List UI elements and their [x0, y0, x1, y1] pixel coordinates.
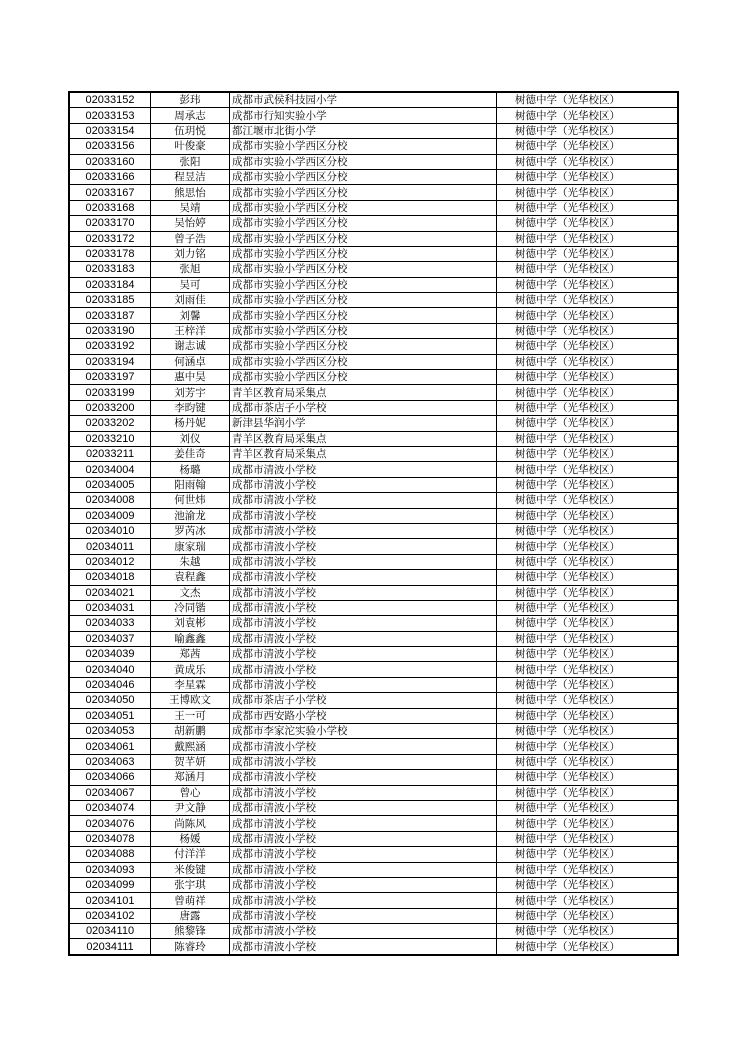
student-id-cell: 02033210	[69, 431, 151, 446]
table-row	[69, 724, 678, 739]
student-name-cell: 张阳	[151, 154, 230, 169]
table-row	[69, 216, 678, 231]
table-row	[69, 893, 678, 908]
student-name-cell: 曾萌祥	[151, 893, 230, 908]
student-id-cell: 02034039	[69, 647, 151, 662]
admitted-school-cell: 树德中学（光华校区）	[497, 539, 679, 554]
student-name-cell: 惠中昊	[151, 370, 230, 385]
primary-school-cell: 成都市茶店子小学校	[230, 693, 497, 708]
student-name-cell: 文杰	[151, 585, 230, 600]
student-name-cell: 周承志	[151, 108, 230, 123]
table-row	[69, 308, 678, 323]
primary-school-cell: 成都市清波小学校	[230, 462, 497, 477]
table-row	[69, 339, 678, 354]
admitted-school-cell: 树德中学（光华校区）	[497, 216, 679, 231]
primary-school-cell: 成都市清波小学校	[230, 908, 497, 923]
student-name-cell: 付洋洋	[151, 847, 230, 862]
student-id-cell: 02033200	[69, 400, 151, 415]
student-id-cell: 02033152	[69, 92, 151, 108]
student-name-cell: 彭玮	[151, 92, 230, 108]
student-name-cell: 张宇琪	[151, 877, 230, 892]
admitted-school-cell: 树德中学（光华校区）	[497, 169, 679, 184]
student-name-cell: 尹文静	[151, 800, 230, 815]
primary-school-cell: 成都市实验小学西区分校	[230, 216, 497, 231]
primary-school-cell: 成都市清波小学校	[230, 570, 497, 585]
table-row	[69, 554, 678, 569]
admitted-school-cell: 树德中学（光华校区）	[497, 570, 679, 585]
student-name-cell: 陈睿玲	[151, 939, 230, 955]
table-row	[69, 462, 678, 477]
student-id-cell: 02034066	[69, 770, 151, 785]
table-row	[69, 770, 678, 785]
admitted-school-cell: 树德中学（光华校区）	[497, 800, 679, 815]
student-name-cell: 吴怡婷	[151, 216, 230, 231]
primary-school-cell: 成都市清波小学校	[230, 862, 497, 877]
table-row	[69, 416, 678, 431]
student-name-cell: 冷同锴	[151, 600, 230, 615]
table-row	[69, 785, 678, 800]
admitted-school-cell: 树德中学（光华校区）	[497, 785, 679, 800]
student-id-cell: 02033184	[69, 277, 151, 292]
admitted-school-cell: 树德中学（光华校区）	[497, 677, 679, 692]
student-id-cell: 02034018	[69, 570, 151, 585]
table-row	[69, 354, 678, 369]
admitted-school-cell: 树德中学（光华校区）	[497, 123, 679, 138]
student-name-cell: 刘力铭	[151, 246, 230, 261]
table-row	[69, 431, 678, 446]
table-row	[69, 293, 678, 308]
student-name-cell: 曾子浩	[151, 231, 230, 246]
student-name-cell: 叶俊豪	[151, 139, 230, 154]
table-row	[69, 493, 678, 508]
student-name-cell: 郑茜	[151, 647, 230, 662]
table-row	[69, 370, 678, 385]
table-row	[69, 185, 678, 200]
admitted-school-cell: 树德中学（光华校区）	[497, 431, 679, 446]
admitted-school-cell: 树德中学（光华校区）	[497, 508, 679, 523]
student-id-cell: 02034012	[69, 554, 151, 569]
table-row	[69, 877, 678, 892]
student-name-cell: 喻鑫鑫	[151, 631, 230, 646]
admitted-school-cell: 树德中学（光华校区）	[497, 185, 679, 200]
table-row	[69, 693, 678, 708]
student-name-cell: 刘袁彬	[151, 616, 230, 631]
student-name-cell: 何涵卓	[151, 354, 230, 369]
table-row	[69, 831, 678, 846]
student-id-cell: 02034111	[69, 939, 151, 955]
primary-school-cell: 成都市清波小学校	[230, 647, 497, 662]
admitted-school-cell: 树德中学（光华校区）	[497, 400, 679, 415]
admitted-school-cell: 树德中学（光华校区）	[497, 908, 679, 923]
student-name-cell: 康家瑞	[151, 539, 230, 554]
student-id-cell: 02033199	[69, 385, 151, 400]
student-name-cell: 姜佳奇	[151, 446, 230, 461]
student-name-cell: 杨丹妮	[151, 416, 230, 431]
student-id-cell: 02033153	[69, 108, 151, 123]
student-name-cell: 李昀键	[151, 400, 230, 415]
primary-school-cell: 成都市清波小学校	[230, 493, 497, 508]
student-id-cell: 02033154	[69, 123, 151, 138]
student-id-cell: 02033156	[69, 139, 151, 154]
student-id-cell: 02034037	[69, 631, 151, 646]
admitted-school-cell: 树德中学（光华校区）	[497, 231, 679, 246]
admitted-school-cell: 树德中学（光华校区）	[497, 308, 679, 323]
table-row	[69, 631, 678, 646]
student-id-cell: 02034009	[69, 508, 151, 523]
student-id-cell: 02034074	[69, 800, 151, 815]
student-name-cell: 何世炜	[151, 493, 230, 508]
table-row	[69, 570, 678, 585]
table-row	[69, 600, 678, 615]
primary-school-cell: 成都市西安路小学校	[230, 708, 497, 723]
primary-school-cell: 成都市清波小学校	[230, 877, 497, 892]
primary-school-cell: 成都市清波小学校	[230, 662, 497, 677]
primary-school-cell: 青羊区教育局采集点	[230, 431, 497, 446]
primary-school-cell: 成都市实验小学西区分校	[230, 277, 497, 292]
primary-school-cell: 成都市清波小学校	[230, 924, 497, 939]
table-row	[69, 585, 678, 600]
student-id-cell: 02033168	[69, 200, 151, 215]
student-name-cell: 尚陈风	[151, 816, 230, 831]
student-id-cell: 02034061	[69, 739, 151, 754]
table-row	[69, 169, 678, 184]
table-row	[69, 939, 678, 955]
primary-school-cell: 成都市清波小学校	[230, 831, 497, 846]
student-id-cell: 02034076	[69, 816, 151, 831]
student-name-cell: 阳雨翰	[151, 477, 230, 492]
admitted-school-cell: 树德中学（光华校区）	[497, 246, 679, 261]
primary-school-cell: 成都市清波小学校	[230, 739, 497, 754]
student-id-cell: 02033192	[69, 339, 151, 354]
primary-school-cell: 成都市实验小学西区分校	[230, 246, 497, 261]
admitted-school-cell: 树德中学（光华校区）	[497, 893, 679, 908]
table-row	[69, 800, 678, 815]
student-id-cell: 02033172	[69, 231, 151, 246]
admitted-school-cell: 树德中学（光华校区）	[497, 385, 679, 400]
student-name-cell: 胡新鹏	[151, 724, 230, 739]
student-name-cell: 张旭	[151, 262, 230, 277]
student-name-cell: 袁程鑫	[151, 570, 230, 585]
primary-school-cell: 成都市实验小学西区分校	[230, 262, 497, 277]
table-row	[69, 200, 678, 215]
table-row	[69, 508, 678, 523]
primary-school-cell: 成都市实验小学西区分校	[230, 370, 497, 385]
student-name-cell: 程昱洁	[151, 169, 230, 184]
student-id-cell: 02033211	[69, 446, 151, 461]
student-id-cell: 02034088	[69, 847, 151, 862]
student-name-cell: 刘仪	[151, 431, 230, 446]
student-id-cell: 02034008	[69, 493, 151, 508]
student-name-cell: 王一可	[151, 708, 230, 723]
primary-school-cell: 成都市实验小学西区分校	[230, 139, 497, 154]
table-row	[69, 908, 678, 923]
student-id-cell: 02034067	[69, 785, 151, 800]
primary-school-cell: 成都市实验小学西区分校	[230, 308, 497, 323]
admitted-school-cell: 树德中学（光华校区）	[497, 847, 679, 862]
student-id-cell: 02034005	[69, 477, 151, 492]
student-id-cell: 02034021	[69, 585, 151, 600]
table-row	[69, 816, 678, 831]
admitted-school-cell: 树德中学（光华校区）	[497, 924, 679, 939]
student-name-cell: 池渝龙	[151, 508, 230, 523]
admitted-school-cell: 树德中学（光华校区）	[497, 493, 679, 508]
student-id-cell: 02034011	[69, 539, 151, 554]
admitted-school-cell: 树德中学（光华校区）	[497, 739, 679, 754]
admitted-school-cell: 树德中学（光华校区）	[497, 92, 679, 108]
student-id-cell: 02034040	[69, 662, 151, 677]
primary-school-cell: 成都市实验小学西区分校	[230, 231, 497, 246]
admitted-school-cell: 树德中学（光华校区）	[497, 693, 679, 708]
primary-school-cell: 青羊区教育局采集点	[230, 446, 497, 461]
admitted-school-cell: 树德中学（光华校区）	[497, 108, 679, 123]
primary-school-cell: 成都市清波小学校	[230, 616, 497, 631]
table-row	[69, 924, 678, 939]
primary-school-cell: 成都市实验小学西区分校	[230, 185, 497, 200]
table-row	[69, 446, 678, 461]
admitted-school-cell: 树德中学（光华校区）	[497, 631, 679, 646]
primary-school-cell: 成都市实验小学西区分校	[230, 154, 497, 169]
admitted-school-cell: 树德中学（光华校区）	[497, 662, 679, 677]
primary-school-cell: 成都市实验小学西区分校	[230, 323, 497, 338]
student-id-cell: 02034046	[69, 677, 151, 692]
admitted-school-cell: 树德中学（光华校区）	[497, 523, 679, 538]
primary-school-cell: 成都市实验小学西区分校	[230, 169, 497, 184]
student-id-cell: 02034063	[69, 754, 151, 769]
primary-school-cell: 成都市清波小学校	[230, 785, 497, 800]
admitted-school-cell: 树德中学（光华校区）	[497, 462, 679, 477]
admitted-school-cell: 树德中学（光华校区）	[497, 600, 679, 615]
student-id-cell: 02034051	[69, 708, 151, 723]
student-id-cell: 02034102	[69, 908, 151, 923]
table-row	[69, 92, 678, 108]
admitted-school-cell: 树德中学（光华校区）	[497, 200, 679, 215]
primary-school-cell: 成都市清波小学校	[230, 585, 497, 600]
enrollment-table	[68, 91, 679, 956]
primary-school-cell: 成都市实验小学西区分校	[230, 354, 497, 369]
student-name-cell: 戴熙涵	[151, 739, 230, 754]
student-id-cell: 02033167	[69, 185, 151, 200]
student-id-cell: 02033183	[69, 262, 151, 277]
student-name-cell: 曾心	[151, 785, 230, 800]
primary-school-cell: 成都市实验小学西区分校	[230, 339, 497, 354]
student-name-cell: 刘雨佳	[151, 293, 230, 308]
admitted-school-cell: 树德中学（光华校区）	[497, 585, 679, 600]
admitted-school-cell: 树德中学（光华校区）	[497, 262, 679, 277]
table-row	[69, 277, 678, 292]
primary-school-cell: 成都市清波小学校	[230, 800, 497, 815]
student-name-cell: 谢志诚	[151, 339, 230, 354]
student-name-cell: 熊黎锋	[151, 924, 230, 939]
student-id-cell: 02034004	[69, 462, 151, 477]
student-id-cell: 02034078	[69, 831, 151, 846]
primary-school-cell: 成都市武侯科技园小学	[230, 92, 497, 108]
admitted-school-cell: 树德中学（光华校区）	[497, 339, 679, 354]
table-row	[69, 847, 678, 862]
student-id-cell: 02034099	[69, 877, 151, 892]
table-row	[69, 539, 678, 554]
student-name-cell: 王梓洋	[151, 323, 230, 338]
student-name-cell: 杨璐	[151, 462, 230, 477]
student-id-cell: 02033166	[69, 169, 151, 184]
primary-school-cell: 成都市清波小学校	[230, 770, 497, 785]
table-row	[69, 862, 678, 877]
student-name-cell: 熊思怡	[151, 185, 230, 200]
primary-school-cell: 成都市清波小学校	[230, 631, 497, 646]
table-row	[69, 739, 678, 754]
table-body	[69, 92, 678, 955]
admitted-school-cell: 树德中学（光华校区）	[497, 293, 679, 308]
primary-school-cell: 成都市清波小学校	[230, 539, 497, 554]
admitted-school-cell: 树德中学（光华校区）	[497, 477, 679, 492]
admitted-school-cell: 树德中学（光华校区）	[497, 816, 679, 831]
student-id-cell: 02033170	[69, 216, 151, 231]
admitted-school-cell: 树德中学（光华校区）	[497, 416, 679, 431]
student-name-cell: 吴靖	[151, 200, 230, 215]
table-row	[69, 123, 678, 138]
table-row	[69, 385, 678, 400]
table-row	[69, 108, 678, 123]
student-name-cell: 吴可	[151, 277, 230, 292]
table-row	[69, 139, 678, 154]
student-id-cell: 02034110	[69, 924, 151, 939]
primary-school-cell: 成都市清波小学校	[230, 477, 497, 492]
student-name-cell: 刘芳宇	[151, 385, 230, 400]
primary-school-cell: 成都市清波小学校	[230, 523, 497, 538]
student-id-cell: 02033187	[69, 308, 151, 323]
student-name-cell: 米俊键	[151, 862, 230, 877]
student-id-cell: 02034101	[69, 893, 151, 908]
student-name-cell: 伍玥悦	[151, 123, 230, 138]
admitted-school-cell: 树德中学（光华校区）	[497, 877, 679, 892]
student-name-cell: 贺芊妍	[151, 754, 230, 769]
table-row	[69, 647, 678, 662]
table-row	[69, 754, 678, 769]
student-id-cell: 02034050	[69, 693, 151, 708]
student-id-cell: 02033202	[69, 416, 151, 431]
student-id-cell: 02034093	[69, 862, 151, 877]
primary-school-cell: 成都市清波小学校	[230, 508, 497, 523]
primary-school-cell: 青羊区教育局采集点	[230, 385, 497, 400]
admitted-school-cell: 树德中学（光华校区）	[497, 370, 679, 385]
table-row	[69, 708, 678, 723]
primary-school-cell: 成都市清波小学校	[230, 754, 497, 769]
table-row	[69, 616, 678, 631]
admitted-school-cell: 树德中学（光华校区）	[497, 139, 679, 154]
primary-school-cell: 成都市清波小学校	[230, 893, 497, 908]
primary-school-cell: 成都市实验小学西区分校	[230, 293, 497, 308]
student-id-cell: 02034031	[69, 600, 151, 615]
primary-school-cell: 成都市清波小学校	[230, 554, 497, 569]
admitted-school-cell: 树德中学（光华校区）	[497, 754, 679, 769]
primary-school-cell: 成都市清波小学校	[230, 600, 497, 615]
admitted-school-cell: 树德中学（光华校区）	[497, 724, 679, 739]
admitted-school-cell: 树德中学（光华校区）	[497, 831, 679, 846]
table-row	[69, 477, 678, 492]
table-row	[69, 662, 678, 677]
student-name-cell: 郑涵月	[151, 770, 230, 785]
admitted-school-cell: 树德中学（光华校区）	[497, 154, 679, 169]
table-row	[69, 246, 678, 261]
admitted-school-cell: 树德中学（光华校区）	[497, 939, 679, 955]
admitted-school-cell: 树德中学（光华校区）	[497, 862, 679, 877]
table-row	[69, 231, 678, 246]
student-name-cell: 唐露	[151, 908, 230, 923]
student-id-cell: 02033197	[69, 370, 151, 385]
primary-school-cell: 成都市茶店子小学校	[230, 400, 497, 415]
admitted-school-cell: 树德中学（光华校区）	[497, 554, 679, 569]
admitted-school-cell: 树德中学（光华校区）	[497, 277, 679, 292]
admitted-school-cell: 树德中学（光华校区）	[497, 446, 679, 461]
admitted-school-cell: 树德中学（光华校区）	[497, 647, 679, 662]
student-id-cell: 02033194	[69, 354, 151, 369]
student-name-cell: 黄成乐	[151, 662, 230, 677]
primary-school-cell: 成都市清波小学校	[230, 677, 497, 692]
primary-school-cell: 成都市清波小学校	[230, 939, 497, 955]
table-row	[69, 677, 678, 692]
student-id-cell: 02033178	[69, 246, 151, 261]
student-id-cell: 02033160	[69, 154, 151, 169]
table-row	[69, 154, 678, 169]
admitted-school-cell: 树德中学（光华校区）	[497, 323, 679, 338]
admitted-school-cell: 树德中学（光华校区）	[497, 354, 679, 369]
primary-school-cell: 成都市清波小学校	[230, 847, 497, 862]
student-id-cell: 02034033	[69, 616, 151, 631]
primary-school-cell: 都江堰市北街小学	[230, 123, 497, 138]
table-row	[69, 323, 678, 338]
primary-school-cell: 成都市实验小学西区分校	[230, 200, 497, 215]
table-row	[69, 400, 678, 415]
primary-school-cell: 成都市李家沱实验小学校	[230, 724, 497, 739]
student-name-cell: 刘馨	[151, 308, 230, 323]
table-row	[69, 262, 678, 277]
admitted-school-cell: 树德中学（光华校区）	[497, 708, 679, 723]
primary-school-cell: 成都市行知实验小学	[230, 108, 497, 123]
student-id-cell: 02033185	[69, 293, 151, 308]
student-name-cell: 罗芮冰	[151, 523, 230, 538]
table-row	[69, 523, 678, 538]
student-id-cell: 02034010	[69, 523, 151, 538]
primary-school-cell: 新津县华润小学	[230, 416, 497, 431]
admitted-school-cell: 树德中学（光华校区）	[497, 770, 679, 785]
student-name-cell: 王博欧文	[151, 693, 230, 708]
student-name-cell: 杨媛	[151, 831, 230, 846]
student-id-cell: 02034053	[69, 724, 151, 739]
primary-school-cell: 成都市清波小学校	[230, 816, 497, 831]
admitted-school-cell: 树德中学（光华校区）	[497, 616, 679, 631]
student-name-cell: 朱越	[151, 554, 230, 569]
student-id-cell: 02033190	[69, 323, 151, 338]
student-name-cell: 李星霖	[151, 677, 230, 692]
